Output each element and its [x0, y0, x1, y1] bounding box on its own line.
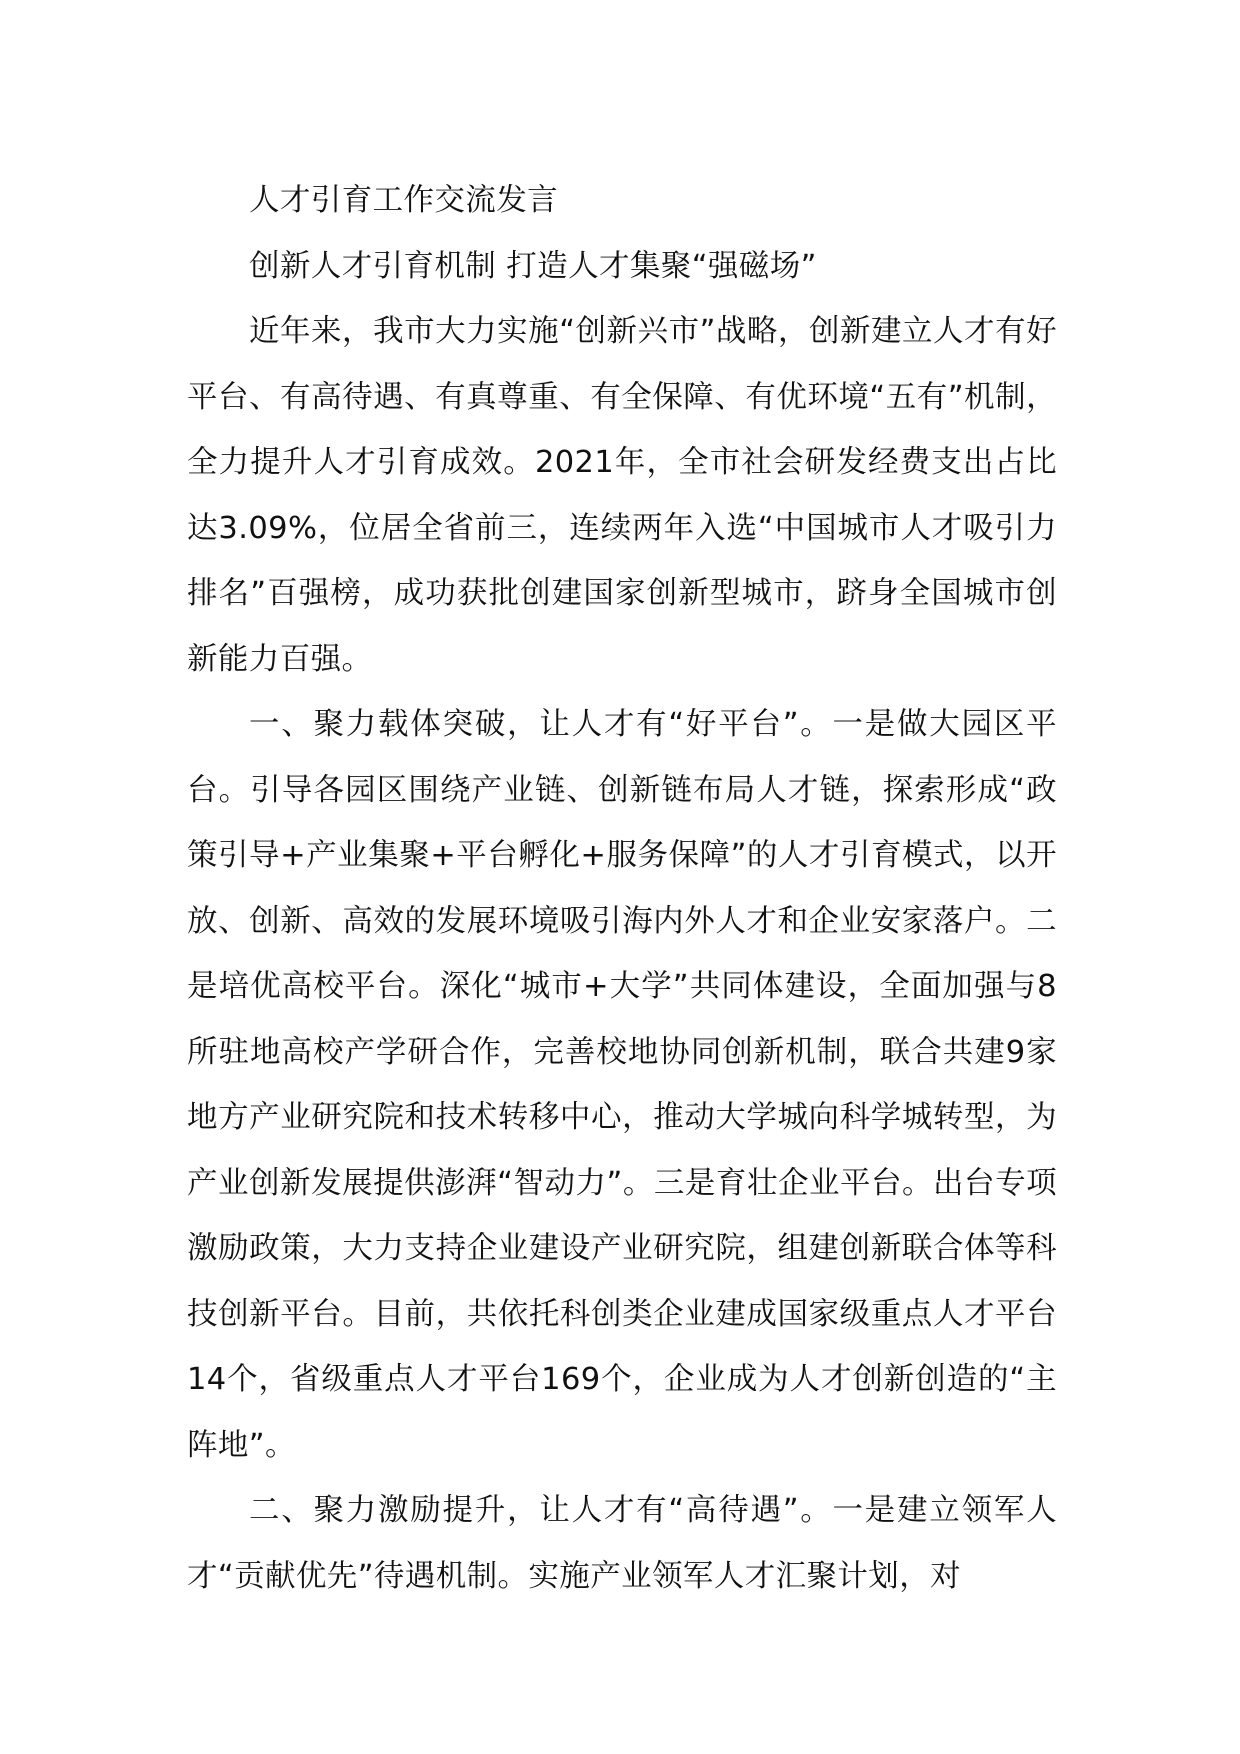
document-subtitle: 创新人才引育机制 打造人才集聚“强磁场”	[249, 248, 817, 284]
document-body	[187, 168, 1057, 1609]
paragraph-section-2: 二、聚力激励提升，让人才有“高待遇”。一是建立领军人才“贡献优先”待遇机制。实施产业领军人才汇聚计划，对	[187, 1493, 1057, 1594]
paragraph-section-1: 一、聚力载体突破，让人才有“好平台”。一是做大园区平台。引导各园区围绕产业链、创新链布局人才链，探索形成“政策引导+产业集聚+平台孵化+服务保障”的人才引育模式，以开放、创新、高效的发展环境吸引海内外人才和企业安家落户。二是培优高校平台。深化“城市+大学”共同体建设，全面加强与8所驻地高校产学研合作，完善校地协同创新机制，联合共建9家地方产业研究院和技术转移中心，推动大学城向科学城转型，为产业创新发展提供澎湃“智动力”。三是育壮企业平台。出台专项激励政策，大力支持企业建设产业研究院，组建创新联合体等科技创新平台。目前，共依托科创类企业建成国家级重点人才平台14个，省级重点人才平台169个，企业成为人才创新创造的“主阵地”。	[187, 707, 1057, 1463]
document-title: 人才引育工作交流发言	[249, 183, 558, 218]
paragraph-intro: 近年来，我市大力实施“创新兴市”战略，创新建立人才有好平台、有高待遇、有真尊重、有全保障、有优环境“五有”机制，全力提升人才引育成效。2021年，全市社会研发经费支出占比达3.09%，位居全省前三，连续两年入选“中国城市人才吸引力排名”百强榜，成功获批创建国家创新型城市，跻身全国城市创新能力百强。	[187, 314, 1057, 677]
